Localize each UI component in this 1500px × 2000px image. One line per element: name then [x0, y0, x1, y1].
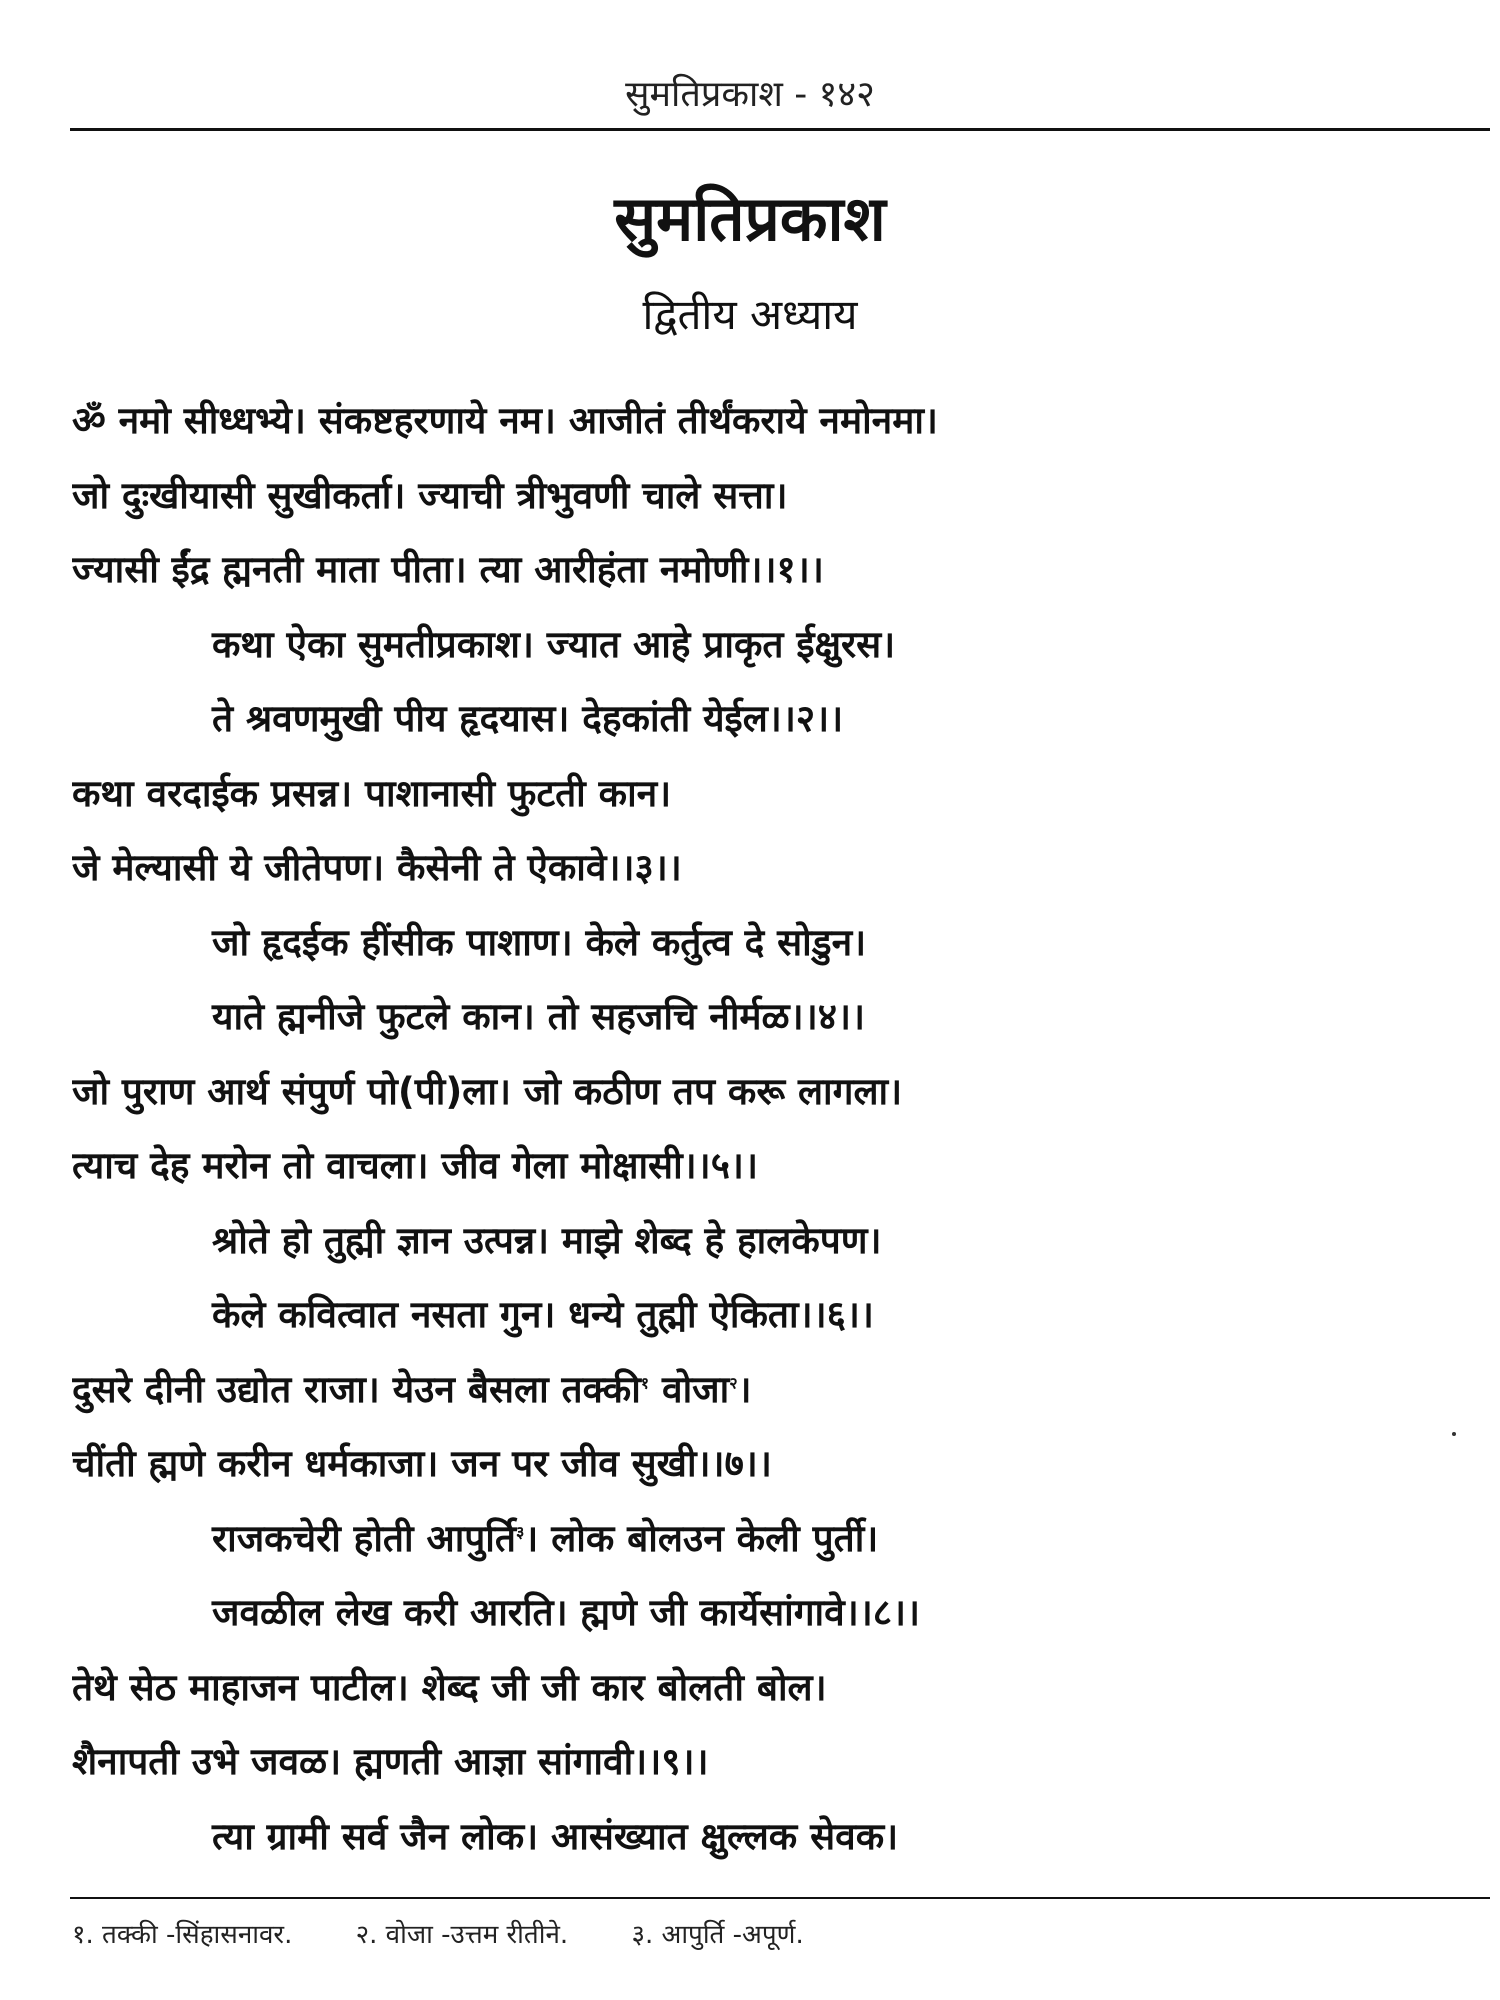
verse-line: जो हृदईक हींसीक पाशाण। केले कर्तुत्व दे सोडुन। [212, 920, 867, 964]
running-header: सुमतिप्रकाश - १४२ [625, 74, 875, 115]
verse-text: वोजा [649, 1367, 730, 1411]
verse-line: कथा ऐका सुमतीप्रकाश। ज्यात आहे प्राकृत ईक्षुरस। [212, 622, 896, 666]
verse-text: । लोक बोलउन केली पुर्ती। [524, 1516, 879, 1560]
verse-line: ज्यासी ईंद्र ह्मनती माता पीता। त्या आरीहंता नमोणी।।१।। [72, 548, 824, 591]
verse-line: त्या ग्रामी सर्व जैन लोक। आसंख्यात क्षुल्लक सेवक। [212, 1814, 899, 1858]
chapter-title: द्वितीय अध्याय [642, 290, 858, 339]
verse-text: दुसरे दीनी उद्योत राजा। येउन बैसला तक्की [72, 1367, 641, 1411]
verse-line: त्याच देह मरोन तो वाचला। जीव गेला मोक्षासी।।५।। [72, 1144, 758, 1187]
verse-line: जो पुराण आर्थ संपुर्ण पो(पी)ला। जो कठीण तप करू लागला। [72, 1069, 903, 1113]
verse-line: शैनापती उभे जवळ। ह्मणती आज्ञा सांगावी।।९।। [72, 1740, 709, 1783]
verse-line [72, 1502, 1492, 1577]
footnote: १. तक्की -सिंहासनावर. [72, 1920, 293, 1950]
footnote-rule [70, 1897, 1490, 1899]
verse-line: चींती ह्मणे करीन धर्मकाजा। जन पर जीव सुखी।।७।। [72, 1442, 772, 1485]
verse-line: कथा वरदाईक प्रसन्न। पाशानासी फुटती कान। [72, 771, 672, 815]
footnote: २. वोजा -उत्तम रीतीने. [355, 1920, 569, 1950]
header-rule [70, 128, 1490, 131]
verse-line: तेथे सेठ माहाजन पाटील। शेब्द जी जी कार बोलती बोल। [72, 1665, 827, 1709]
verse-line: जो दुःखीयासी सुखीकर्ता। ज्याची त्रीभुवणी चाले सत्ता। [72, 473, 788, 517]
footnotes [72, 1915, 1492, 1951]
page-title: सुमतिप्रकाश [614, 182, 886, 255]
verse-line: जवळील लेख करी आरति। ह्मणे जी कार्येसांगावे।।८।। [212, 1591, 921, 1634]
verse-text: राजकचेरी होती आपुर्ति [212, 1516, 516, 1560]
verse-line: ॐ नमो सीध्धभ्ये। संकष्टहरणाये नम। आजीतं तीर्थंकराये नमोनमा। [72, 399, 938, 442]
footnote-marker: २ [729, 1373, 738, 1393]
verse-line: ते श्रवणमुखी पीय हृदयास। देहकांती येईल।।२।। [212, 697, 844, 740]
verse-line: जे मेल्यासी ये जीतेपण। कैसेनी ते ऐकावे।।३।। [72, 846, 682, 889]
scan-speck [1452, 1432, 1456, 1436]
footnote-marker: १ [640, 1373, 650, 1393]
verse-text: । [737, 1367, 752, 1411]
footnote-marker: ३ [515, 1522, 525, 1542]
verse-body [72, 384, 1492, 1874]
verse-line: केले कवित्वात नसता गुन। धन्ये तुह्मी ऐकिता।।६।। [212, 1293, 874, 1336]
verse-line [72, 1353, 1492, 1428]
verse-line: श्रोते हो तुह्मी ज्ञान उत्पन्न। माझे शेब्द हे हालकेपण। [212, 1218, 882, 1262]
verse-line: याते ह्मनीजे फुटले कान। तो सहजचि नीर्मळ।।४।। [212, 995, 866, 1038]
footnote: ३. आपुर्ति -अपूर्ण. [631, 1920, 804, 1950]
